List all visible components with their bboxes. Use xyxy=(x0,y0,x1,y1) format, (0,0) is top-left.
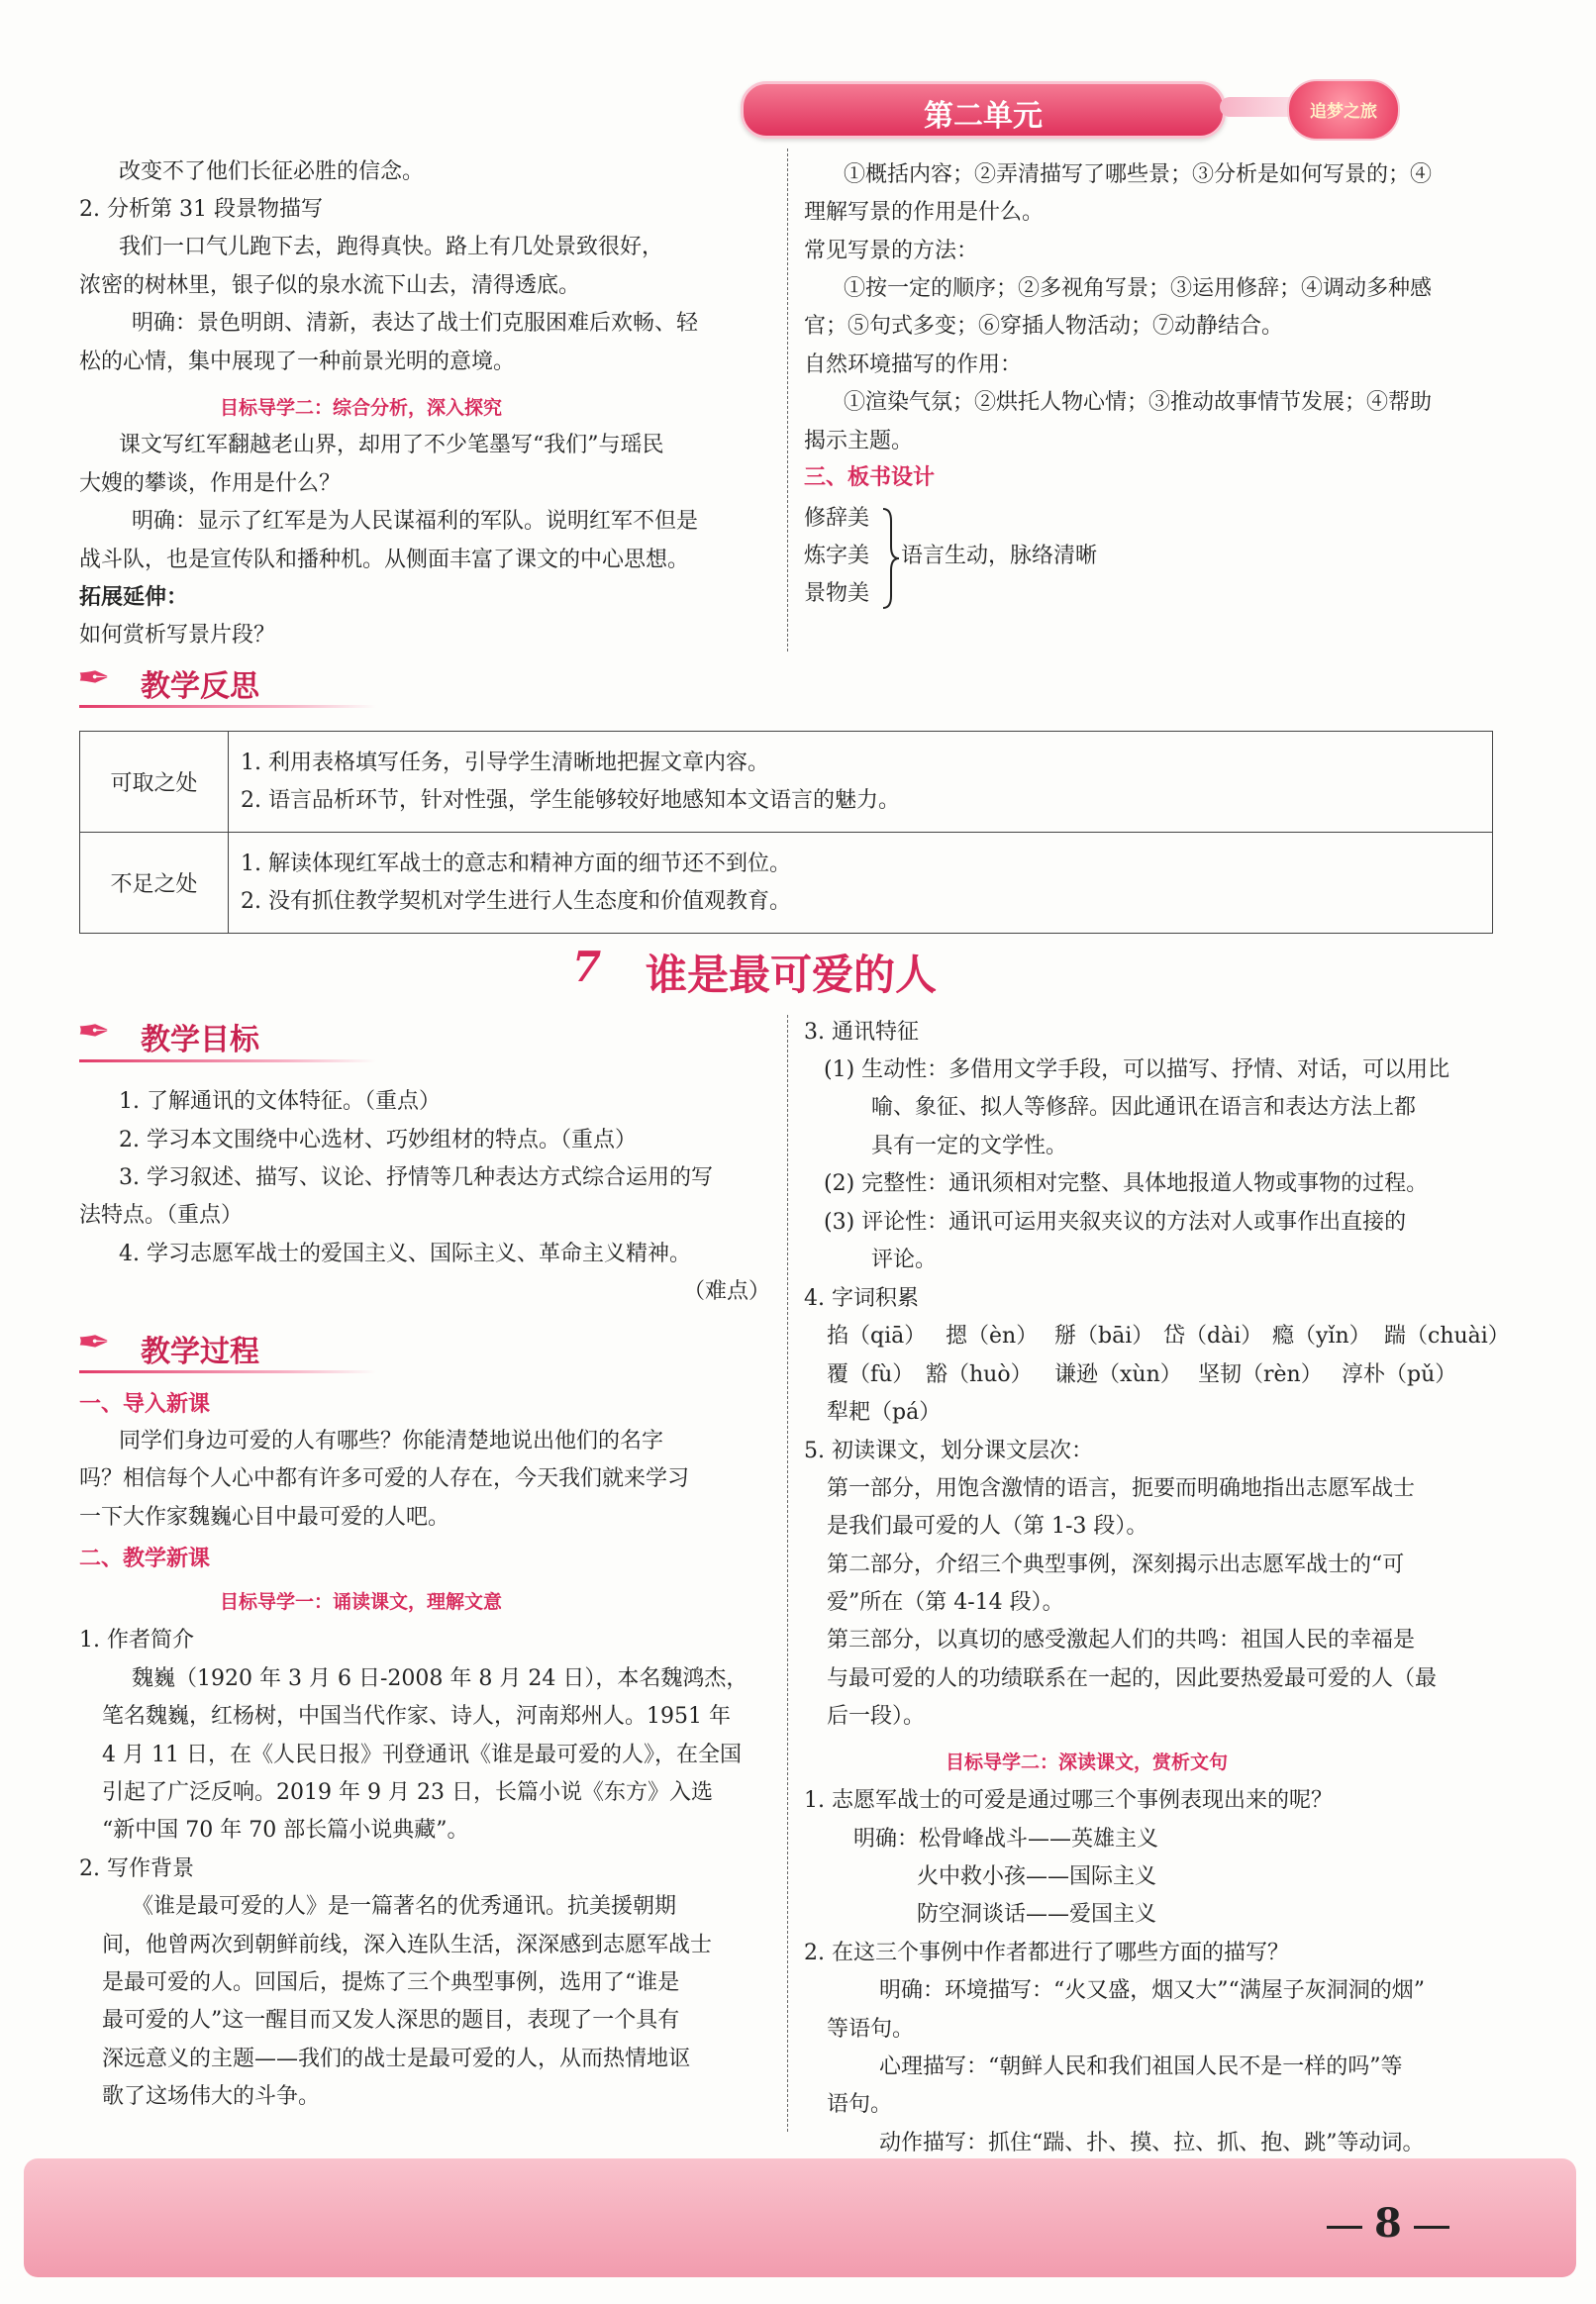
text-line: 自然环境描写的作用： xyxy=(804,352,1023,377)
goal-item: 法特点。（重点） xyxy=(79,1203,244,1228)
row-label: 可取之处 xyxy=(80,732,229,833)
footer-band xyxy=(24,2158,1576,2277)
subheading: 3. 通讯特征 xyxy=(804,1020,919,1045)
text-line: 引起了广泛反响。2019 年 9 月 23 日，长篇小说《东方》入选 xyxy=(102,1780,713,1805)
new-lesson-heading: 二、教学新课 xyxy=(79,1547,211,1571)
board-item: 炼字美 xyxy=(804,544,870,568)
quill-icon: ✒ xyxy=(77,1320,111,1365)
answer-line: 明确：松骨峰战斗——英雄主义 xyxy=(853,1827,1159,1852)
answer-line: 防空洞谈话——爱国主义 xyxy=(917,1902,1157,1927)
text-line: 理解写景的作用是什么。 xyxy=(804,200,1045,225)
text-line: 官；⑤句式多变；⑥穿插人物活动；⑦动静结合。 xyxy=(804,314,1284,339)
reflection-heading: 教学反思 xyxy=(141,669,259,704)
table-row xyxy=(80,833,1493,934)
subheading: 2. 分析第 31 段景物描写 xyxy=(79,197,323,222)
board-summary: 语言生动，脉络清晰 xyxy=(901,544,1098,568)
vocab-item: 坚韧（rèn） xyxy=(1198,1362,1323,1387)
subheading: 4. 字词积累 xyxy=(804,1286,919,1311)
question: 2. 在这三个事例中作者都进行了哪些方面的描写？ xyxy=(804,1941,1289,1965)
subheading: 5. 初读课文，划分课文层次： xyxy=(804,1439,1093,1463)
text-line: 大嫂的攀谈，作用是什么？ xyxy=(79,471,342,496)
text-line: 喻、象征、拟人等修辞。因此通讯在语言和表达方法上都 xyxy=(871,1095,1417,1120)
vocab-item: 掰（bāi） xyxy=(1054,1324,1154,1349)
quill-icon: ✒ xyxy=(77,655,111,701)
text-line: 第二部分，介绍三个典型事例，深刻揭示出志愿军战士的“可 xyxy=(827,1553,1405,1577)
lesson-number: 7 xyxy=(572,943,602,991)
goal-note: （难点） xyxy=(683,1279,771,1304)
goal-subheading: 目标导学一：诵读课文，理解文意 xyxy=(220,1591,503,1613)
text-line: 课文写红军翻越老山界，却用了不少笔墨写“我们”与瑶民 xyxy=(119,433,664,457)
vocab-item: 岱（dài） xyxy=(1163,1324,1263,1349)
text-line: ①概括内容；②弄清描写了哪些景；③分析是如何写景的；④ xyxy=(844,162,1433,187)
row-line: 2. 语言品析环节，针对性强，学生能够较好地感知本文语言的魅力。 xyxy=(241,787,900,813)
vocab-item: 摁（èn） xyxy=(946,1324,1039,1349)
text-line: 一下大作家魏巍心目中最可爱的人吧。 xyxy=(79,1505,450,1530)
vocab-item: 犁耙（pá） xyxy=(827,1400,942,1425)
text-line: 歌了这场伟大的斗争。 xyxy=(102,2084,321,2109)
answer-line: 明确：环境描写：“火又盛，烟又大”“满屋子灰洞洞的烟” xyxy=(879,1978,1425,2003)
heading-underline xyxy=(79,705,376,708)
text-line: 松的心情，集中展现了一种前景光明的意境。 xyxy=(79,350,516,374)
text-line: 评论。 xyxy=(871,1248,938,1272)
process-heading: 教学过程 xyxy=(141,1335,259,1369)
vocab-item: 谦逊（xùn） xyxy=(1054,1362,1182,1387)
text-line: (3) 评论性：通讯可运用夹叙夹议的方法对人或事作出直接的 xyxy=(824,1210,1407,1235)
extension-label: 拓展延伸： xyxy=(79,585,189,610)
text-line: 改变不了他们长征必胜的信念。 xyxy=(119,159,425,184)
row-line: 1. 解读体现红军战士的意志和精神方面的细节还不到位。 xyxy=(241,851,791,876)
goal-item: 1. 了解通讯的文体特征。（重点） xyxy=(119,1089,441,1114)
text-line: 吗？相信每个人心中都有许多可爱的人存在，今天我们就来学习 xyxy=(79,1466,690,1491)
text-line: ①按一定的顺序；②多视角写景；③运用修辞；④调动多种感 xyxy=(844,276,1433,301)
text-line: 同学们身边可爱的人有哪些？你能清楚地说出他们的名字 xyxy=(119,1429,664,1453)
text-line: 笔名魏巍，红杨树，中国当代作家、诗人，河南郑州人。1951 年 xyxy=(102,1704,731,1729)
unit-title: 第二单元 xyxy=(924,99,1043,134)
board-item: 修辞美 xyxy=(804,506,870,531)
row-content xyxy=(229,732,1493,833)
answer-line: 等语句。 xyxy=(827,2017,915,2042)
row-label: 不足之处 xyxy=(80,833,229,934)
text-line: (1) 生动性：多借用文学手段，可以描写、抒情、对话，可以用比 xyxy=(824,1057,1450,1082)
vocab-item: 踹（chuài） xyxy=(1384,1324,1510,1349)
heading-underline xyxy=(79,1370,376,1373)
vocab-item: 掐（qiā） xyxy=(827,1324,927,1349)
text-line: 深远意义的主题——我们的战士是最可爱的人，从而热情地讴 xyxy=(102,2047,691,2071)
text-line: 间，他曾两次到朝鲜前线，深入连队生活，深深感到志愿军战士 xyxy=(102,1933,713,1957)
text-line: 揭示主题。 xyxy=(804,429,914,453)
footer-dash-left xyxy=(1327,2226,1362,2229)
table-row xyxy=(80,732,1493,833)
lesson-title: 谁是最可爱的人 xyxy=(646,951,938,999)
text-line: ①渲染气氛；②烘托人物心情；③推动故事情节发展；④帮助 xyxy=(844,390,1433,415)
vocab-item: 覆（fù） xyxy=(827,1362,915,1387)
subheading: 2. 写作背景 xyxy=(79,1856,194,1881)
vocab-item: 瘾（yǐn） xyxy=(1272,1324,1371,1349)
row-line: 2. 没有抓住教学契机对学生进行人生态度和价值观教育。 xyxy=(241,888,791,914)
brace-icon xyxy=(879,507,901,610)
vocab-item: 豁（huò） xyxy=(926,1362,1033,1387)
board-item: 景物美 xyxy=(804,581,870,606)
goal-item: 2. 学习本文围绕中心选材、巧妙组材的特点。（重点） xyxy=(119,1128,637,1152)
text-line: 战斗队，也是宣传队和播种机。从侧面丰富了课文的中心思想。 xyxy=(79,548,690,572)
text-line: 明确：显示了红军是为人民谋福利的军队。说明红军不但是 xyxy=(132,509,699,534)
text-line: 浓密的树林里，银子似的泉水流下山去，清得透底。 xyxy=(79,273,581,298)
unit-banner xyxy=(741,81,1226,139)
heading-underline xyxy=(79,1059,376,1062)
row-line: 1. 利用表格填写任务，引导学生清晰地把握文章内容。 xyxy=(241,750,769,775)
page-number: 8 xyxy=(1374,2200,1402,2247)
answer-line: 语句。 xyxy=(827,2092,893,2117)
text-line: 是最可爱的人。回国后，提炼了三个典型事例，选用了“谁是 xyxy=(102,1970,680,1995)
goals-heading: 教学目标 xyxy=(141,1023,259,1057)
quill-icon: ✒ xyxy=(77,1009,111,1054)
column-divider xyxy=(787,1015,788,2132)
footer-dash-right xyxy=(1414,2226,1449,2229)
question: 1. 志愿军战士的可爱是通过哪三个事例表现出来的呢？ xyxy=(804,1788,1333,1813)
answer-line: 心理描写：“朝鲜人民和我们祖国人民不是一样的吗”等 xyxy=(879,2054,1403,2079)
text-line: 常见写景的方法： xyxy=(804,239,979,263)
board-design-heading: 三、板书设计 xyxy=(804,465,936,490)
text-line: 4 月 11 日，在《人民日报》刊登通讯《谁是最可爱的人》，在全国 xyxy=(102,1743,742,1767)
reflection-table xyxy=(79,731,1493,934)
vocab-item: 淳朴（pǔ） xyxy=(1342,1362,1457,1387)
text-line: 是我们最可爱的人（第 1-3 段）。 xyxy=(827,1514,1148,1539)
text-line: 第三部分，以真切的感受激起人们的共鸣：祖国人民的幸福是 xyxy=(827,1628,1416,1653)
goal-subheading: 目标导学二：深读课文，赏析文句 xyxy=(946,1752,1229,1773)
text-line: “新中国 70 年 70 部长篇小说典藏”。 xyxy=(102,1818,469,1843)
text-line: 明确：景色明朗、清新，表达了战士们克服困难后欢畅、轻 xyxy=(132,311,699,336)
goal-subheading: 目标导学二：综合分析，深入探究 xyxy=(220,397,503,419)
text-line: 爱”所在（第 4-14 段）。 xyxy=(827,1590,1064,1615)
text-line: 《谁是最可爱的人》是一篇著名的优秀通讯。抗美援朝期 xyxy=(132,1894,677,1919)
text-line: 第一部分，用饱含激情的语言，扼要而明确地指出志愿军战士 xyxy=(827,1476,1416,1501)
text-line: 我们一口气儿跑下去，跑得真快。路上有几处景致很好， xyxy=(119,235,664,259)
goal-item: 4. 学习志愿军战士的爱国主义、国际主义、革命主义精神。 xyxy=(119,1242,691,1266)
text-line: 魏巍（1920 年 3 月 6 日-2008 年 8 月 24 日），本名魏鸿杰， xyxy=(132,1666,748,1691)
text-line: 最可爱的人”这一醒目而又发人深思的题目，表现了一个具有 xyxy=(102,2008,680,2033)
subheading: 1. 作者简介 xyxy=(79,1628,194,1653)
goal-item: 3. 学习叙述、描写、议论、抒情等几种表达方式综合运用的写 xyxy=(119,1165,713,1190)
text-line: 具有一定的文学性。 xyxy=(871,1134,1068,1158)
brand-badge-text: 追梦之旅 xyxy=(1310,102,1377,122)
brand-badge xyxy=(1287,79,1400,141)
text-line: 后一段）。 xyxy=(827,1704,926,1729)
column-divider xyxy=(787,149,788,651)
row-content xyxy=(229,833,1493,934)
text-line: 与最可爱的人的功绩联系在一起的，因此要热爱最可爱的人（最 xyxy=(827,1666,1438,1691)
intro-heading: 一、导入新课 xyxy=(79,1392,211,1417)
text-line: 如何赏析写景片段？ xyxy=(79,623,276,648)
answer-line: 火中救小孩——国际主义 xyxy=(917,1864,1157,1889)
answer-line: 动作描写：抓住“踹、扑、摸、拉、抓、抱、跳”等动词。 xyxy=(879,2131,1425,2155)
text-line: (2) 完整性：通讯须相对完整、具体地报道人物或事物的过程。 xyxy=(824,1171,1429,1196)
